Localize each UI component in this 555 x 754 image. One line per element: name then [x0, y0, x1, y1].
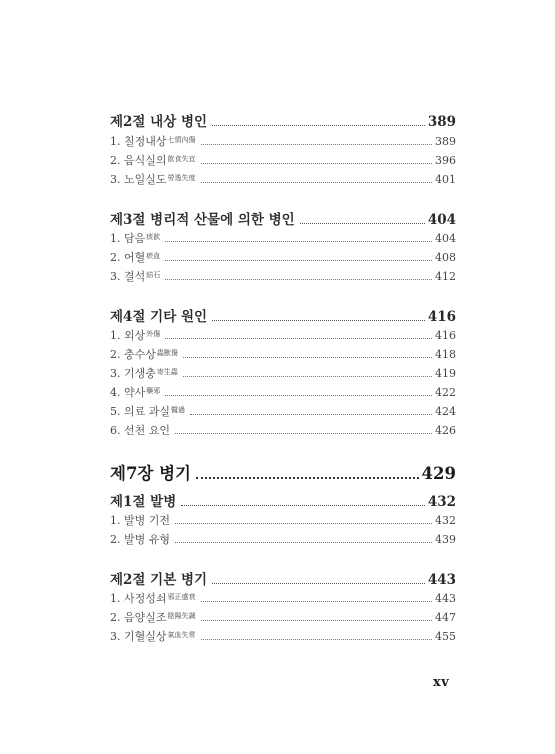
- page-number: 424: [435, 405, 456, 418]
- toc-item[interactable]: [110, 171, 456, 187]
- hanja-annotation: 瘀血: [146, 252, 161, 260]
- toc-item[interactable]: [110, 346, 456, 362]
- page-number: 426: [435, 424, 456, 437]
- toc-item[interactable]: [110, 365, 456, 381]
- toc-item[interactable]: [110, 609, 456, 625]
- toc-item[interactable]: [110, 152, 456, 168]
- entry-title: 2. 어혈$^{瘀血}$: [110, 251, 161, 264]
- toc-item[interactable]: [110, 384, 456, 400]
- dot-leader: [201, 163, 433, 164]
- hanja-annotation: 外傷: [146, 330, 161, 338]
- entry-title: 제2절 기본 병기: [110, 572, 208, 588]
- entry-title: 1. 칠정내상$^{七情內傷}$: [110, 135, 196, 148]
- hanja-annotation: 寄生蟲: [156, 368, 178, 376]
- page-number: 401: [435, 173, 456, 186]
- toc-item[interactable]: [110, 268, 456, 284]
- entry-title: 2. 발병 유형: [110, 533, 170, 546]
- dot-leader: [212, 125, 425, 126]
- dot-leader: [165, 279, 432, 280]
- entry-title: 1. 외상$^{外傷}$: [110, 329, 161, 342]
- dot-leader: [201, 639, 433, 640]
- entry-title: 1. 발병 기전: [110, 514, 170, 527]
- page-number: 432: [427, 494, 456, 510]
- hanja-annotation: 勞逸失度: [167, 174, 196, 182]
- dot-leader: [175, 523, 432, 524]
- dot-leader: [212, 320, 425, 321]
- hanja-annotation: 邪正盛衰: [167, 593, 196, 601]
- entry-title: 2. 음식실의$^{飮食失宜}$: [110, 154, 196, 167]
- page-number: 439: [435, 533, 456, 546]
- toc-item[interactable]: [110, 403, 456, 419]
- hanja-annotation: 蟲獸傷: [156, 349, 178, 357]
- hanja-annotation: 氣血失常: [167, 631, 196, 639]
- entry-title: 6. 선천 요인: [110, 424, 170, 437]
- entry-title: 제3절 병리적 산물에 의한 병인: [110, 212, 295, 228]
- page-number: 416: [435, 329, 456, 342]
- hanja-annotation: 結石: [146, 271, 161, 279]
- toc-section-heading[interactable]: [110, 490, 456, 510]
- entry-title: 2. 충수상$^{蟲獸傷}$: [110, 348, 178, 361]
- dot-leader: [165, 241, 432, 242]
- dot-leader: [300, 223, 425, 224]
- page-number: 389: [435, 135, 456, 148]
- toc-item[interactable]: [110, 422, 456, 438]
- page-number: 412: [435, 270, 456, 283]
- toc-item[interactable]: [110, 628, 456, 644]
- hanja-annotation: 藥邪: [146, 387, 161, 395]
- dot-leader: [201, 601, 433, 602]
- dot-leader: [212, 583, 425, 584]
- dot-leader: [165, 395, 432, 396]
- toc-item[interactable]: [110, 133, 456, 149]
- page-number: 447: [435, 611, 456, 624]
- page-number: 418: [435, 348, 456, 361]
- entry-title: 5. 의료 과실$^{醫過}$: [110, 405, 185, 418]
- toc-item[interactable]: [110, 327, 456, 343]
- dot-leader: [201, 144, 433, 145]
- entry-title: 3. 기생충$^{寄生蟲}$: [110, 367, 178, 380]
- page-number: 404: [435, 232, 456, 245]
- page-number: 404: [427, 212, 456, 228]
- entry-title: 3. 결석$^{結石}$: [110, 270, 161, 283]
- page-number: 416: [427, 309, 456, 325]
- toc-section-heading[interactable]: [110, 110, 456, 130]
- page-number: 389: [427, 114, 456, 130]
- dot-leader: [201, 620, 433, 621]
- hanja-annotation: 陰陽失調: [167, 612, 196, 620]
- entry-title: 2. 음양실조$^{陰陽失調}$: [110, 611, 196, 624]
- toc-section-heading[interactable]: [110, 305, 456, 325]
- dot-leader: [183, 376, 432, 377]
- page-number: 396: [435, 154, 456, 167]
- toc-section-heading[interactable]: [110, 208, 456, 228]
- dot-leader: [175, 433, 432, 434]
- dot-leader: [201, 182, 433, 183]
- dot-leader: [181, 505, 425, 506]
- entry-title: 1. 담음$^{痰飮}$: [110, 232, 161, 245]
- page-number: 408: [435, 251, 456, 264]
- dot-leader: [183, 357, 432, 358]
- page-number: 429: [421, 464, 456, 483]
- page-number: 419: [435, 367, 456, 380]
- hanja-annotation: 七情內傷: [167, 136, 196, 144]
- dot-leader: [175, 542, 432, 543]
- entry-title: 3. 기혈실상$^{氣血失常}$: [110, 630, 196, 643]
- entry-title: 3. 노일실도$^{勞逸失度}$: [110, 173, 196, 186]
- dot-leader: [165, 260, 432, 261]
- entry-title: 제7장 병기: [110, 464, 191, 483]
- toc-chapter-heading[interactable]: [110, 460, 456, 484]
- dot-leader: [165, 338, 432, 339]
- page-number: 443: [427, 572, 456, 588]
- hanja-annotation: 醫過: [171, 406, 185, 414]
- toc-section-heading[interactable]: [110, 568, 456, 588]
- page-number: 422: [435, 386, 456, 399]
- entry-title: 4. 약사$^{藥邪}$: [110, 386, 161, 399]
- hanja-annotation: 痰飮: [146, 233, 161, 241]
- page-number: 432: [435, 514, 456, 527]
- entry-title: 제1절 발병: [110, 494, 177, 510]
- page-number: 443: [435, 592, 456, 605]
- dot-leader: [190, 414, 432, 415]
- entry-title: 제4절 기타 원인: [110, 309, 208, 325]
- toc-item[interactable]: [110, 512, 456, 528]
- dot-leader: [196, 477, 419, 479]
- page-number: 455: [435, 630, 456, 643]
- entry-title: 제2절 내상 병인: [110, 114, 208, 130]
- hanja-annotation: 飮食失宜: [167, 155, 196, 163]
- entry-title: 1. 사정성쇠$^{邪正盛衰}$: [110, 592, 196, 605]
- toc-item[interactable]: [110, 590, 456, 606]
- page-folio: xv: [433, 675, 450, 690]
- toc-item[interactable]: [110, 249, 456, 265]
- toc-item[interactable]: [110, 230, 456, 246]
- toc-item[interactable]: [110, 531, 456, 547]
